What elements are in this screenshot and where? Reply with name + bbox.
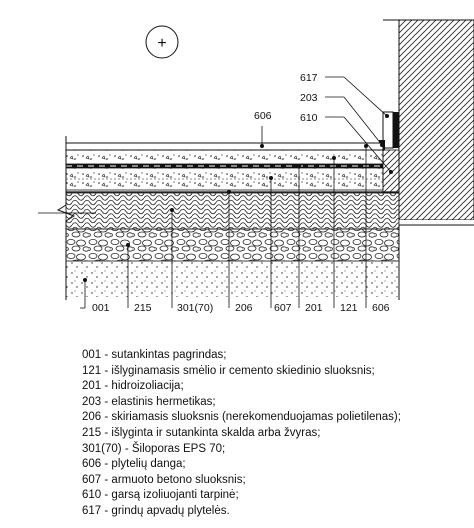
callout-610: 610 [300,112,318,124]
callout-606-top: 606 [254,110,272,122]
callout-617: 617 [300,72,318,84]
legend [82,348,401,520]
layer-gravel [66,229,399,261]
legend-item: 607 - armuoto betono sluoksnis; [82,473,246,486]
callout-606-bottom: 606 [372,302,390,314]
legend-item: 206 - skiriamasis sluoksnis (nerekomenduojamas polietilenas); [82,411,401,424]
legend-item: 215 - išlyginta ir sutankinta skalda arba žvyras; [82,426,321,439]
legend-item: 201 - hidroizoliacija; [82,380,184,393]
legend-item: 606 - plytelių danga; [82,458,186,471]
legend-item: 610 - garsą izoliuojanti tarpinė; [82,489,239,502]
callout-001: 001 [92,302,110,314]
callout-607: 607 [274,302,292,314]
legend-item: 001 - sutankintas pagrindas; [82,349,227,361]
level-mark [146,26,178,58]
callout-206: 206 [235,302,253,314]
legend-item: 121 - išlyginamasis smėlio ir cemento skiedinio sluoksnis; [82,364,375,377]
layer-eps-insulation [66,193,399,229]
callout-121: 121 [340,302,358,314]
level-mark-symbol: + [157,35,167,52]
layer-tile [66,143,383,150]
legend-item: 203 - elastinis hermetikas; [82,395,216,408]
callout-203: 203 [300,92,318,104]
callout-301: 301(70) [177,302,214,314]
layer-soil [66,261,399,297]
callout-215: 215 [134,302,152,314]
legend-item: 301(70) - Šiloporas EPS 70; [82,442,226,455]
legend-item: 617 - grindų apvadų plytelės. [82,504,230,517]
callout-201: 201 [305,302,323,314]
